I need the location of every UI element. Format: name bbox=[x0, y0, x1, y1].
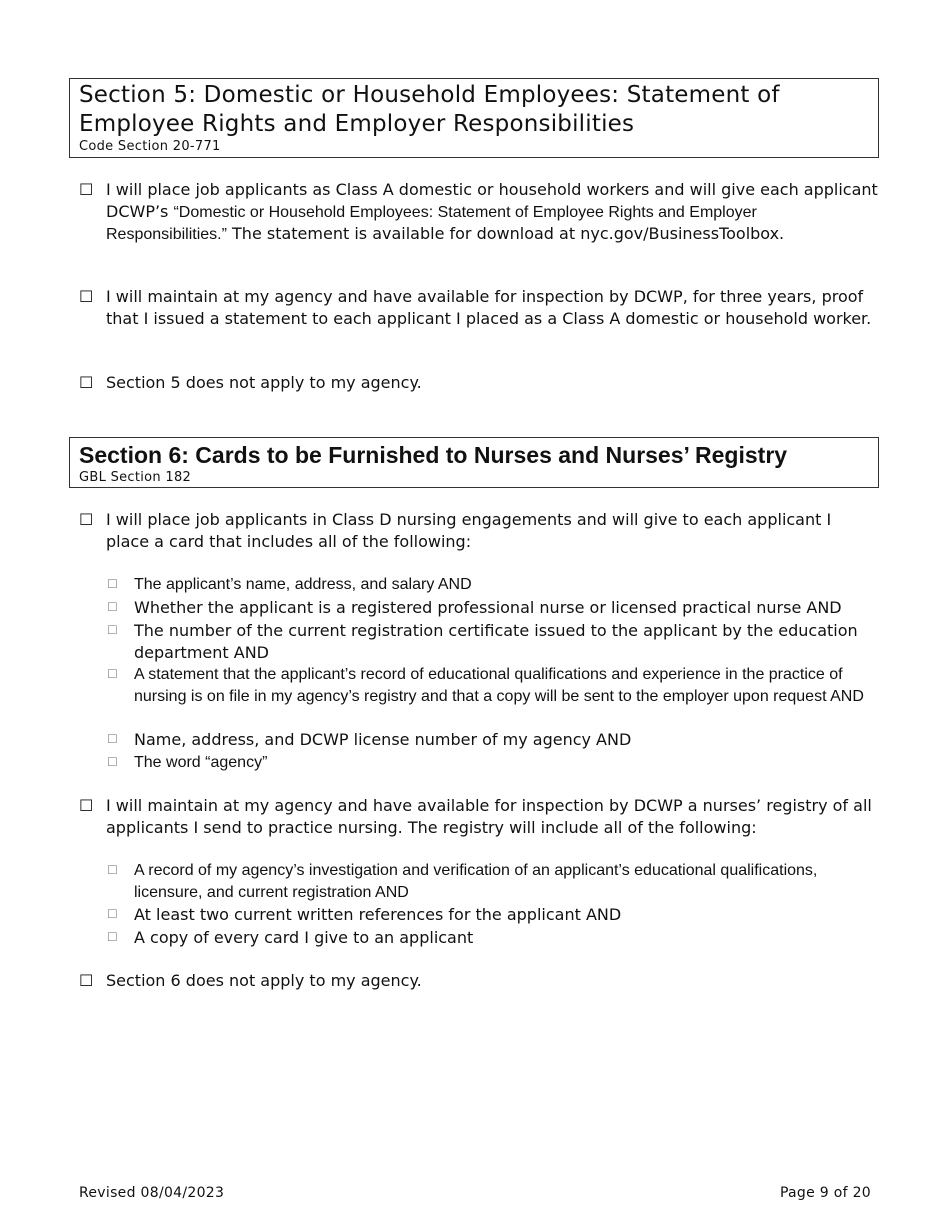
section-5-option-1[interactable] bbox=[79, 179, 879, 246]
sub-item-text: A record of my agency’s investigation and verification of an applicant’s educational qualifications, licensure, and current registration AND bbox=[134, 862, 818, 901]
sub-item-text: Whether the applicant is a registered professional nurse or licensed practical nurse AND bbox=[134, 598, 842, 617]
section-5-option-2[interactable] bbox=[79, 286, 879, 329]
sub-item-text: At least two current written references for the applicant AND bbox=[134, 905, 622, 924]
section-5-option-3[interactable] bbox=[79, 372, 879, 394]
card-requirement-item[interactable] bbox=[107, 574, 877, 596]
section-5-title: Section 5: Domestic or Household Employees: Statement of Employee Rights and Employer Responsibilities bbox=[79, 82, 780, 137]
checkbox[interactable]: ☐ bbox=[107, 907, 118, 921]
option-text: I will maintain at my agency and have available for inspection by DCWP a nurses’ registry of all applicants I send to practice nursing. The registry will include all of the following: bbox=[106, 796, 872, 837]
section-5-header bbox=[69, 78, 879, 158]
registry-requirement-item[interactable] bbox=[107, 860, 877, 903]
option-text: I will maintain at my agency and have available for inspection by DCWP, for three years, proof that I issued a statement to each applicant I placed as a Class A domestic or household worker. bbox=[106, 287, 872, 328]
checkbox[interactable]: ☐ bbox=[79, 287, 94, 306]
revised-date: Revised 08/04/2023 bbox=[79, 1185, 225, 1201]
checkbox[interactable]: ☐ bbox=[107, 732, 118, 746]
checkbox[interactable]: ☐ bbox=[79, 373, 94, 392]
option-text: Section 5 does not apply to my agency. bbox=[106, 373, 422, 392]
sub-item-text: A statement that the applicant’s record of educational qualifications and experience in the practice of nursing is on file in my agency’s registry and that a copy will be sent to the employer upon request AND bbox=[134, 666, 864, 705]
section-6-option-3[interactable] bbox=[79, 970, 879, 992]
option-text: I will place job applicants as Class A domestic or household workers and will give each applicant DCWP’s “Domestic or Household Employees: Statement of Employee Rights and Employer Responsibilities.” The statement is available for download at nyc.gov/BusinessToolbox. bbox=[106, 180, 878, 243]
section-6-option-2[interactable] bbox=[79, 795, 879, 838]
checkbox[interactable]: ☐ bbox=[79, 796, 94, 815]
card-requirement-item[interactable] bbox=[107, 664, 877, 707]
checkbox[interactable]: ☐ bbox=[107, 623, 118, 637]
sub-item-text: A copy of every card I give to an applicant bbox=[134, 928, 474, 947]
section-6-header bbox=[69, 437, 879, 488]
card-requirement-item[interactable] bbox=[107, 620, 877, 663]
card-requirement-item[interactable] bbox=[107, 597, 877, 619]
checkbox[interactable]: ☐ bbox=[107, 600, 118, 614]
section-6-option-1[interactable] bbox=[79, 509, 879, 552]
registry-requirement-item[interactable] bbox=[107, 927, 877, 949]
sub-item-text: Name, address, and DCWP license number of my agency AND bbox=[134, 730, 632, 749]
checkbox[interactable]: ☐ bbox=[107, 930, 118, 944]
section-6-title: Section 6: Cards to be Furnished to Nurses and Nurses’ Registry bbox=[79, 442, 788, 468]
section-6-code: GBL Section 182 bbox=[79, 470, 192, 485]
option-text: Section 6 does not apply to my agency. bbox=[106, 971, 422, 990]
sub-item-text: The applicant’s name, address, and salary AND bbox=[134, 576, 472, 593]
checkbox[interactable]: ☐ bbox=[107, 577, 118, 591]
checkbox[interactable]: ☐ bbox=[79, 180, 94, 199]
card-requirement-item[interactable] bbox=[107, 752, 877, 774]
checkbox[interactable]: ☐ bbox=[79, 510, 94, 529]
section-5-code: Code Section 20-771 bbox=[79, 139, 221, 154]
page-number: Page 9 of 20 bbox=[779, 1185, 871, 1201]
checkbox[interactable]: ☐ bbox=[107, 667, 118, 681]
registry-requirement-item[interactable] bbox=[107, 904, 877, 926]
checkbox[interactable]: ☐ bbox=[107, 863, 118, 877]
card-requirement-item[interactable] bbox=[107, 729, 877, 751]
checkbox[interactable]: ☐ bbox=[107, 755, 118, 769]
sub-item-text: The number of the current registration certificate issued to the applicant by the education department AND bbox=[134, 621, 858, 662]
option-text: I will place job applicants in Class D nursing engagements and will give to each applicant I place a card that includes all of the following: bbox=[106, 510, 832, 551]
sub-item-text: The word “agency” bbox=[134, 754, 268, 771]
checkbox[interactable]: ☐ bbox=[79, 971, 94, 990]
